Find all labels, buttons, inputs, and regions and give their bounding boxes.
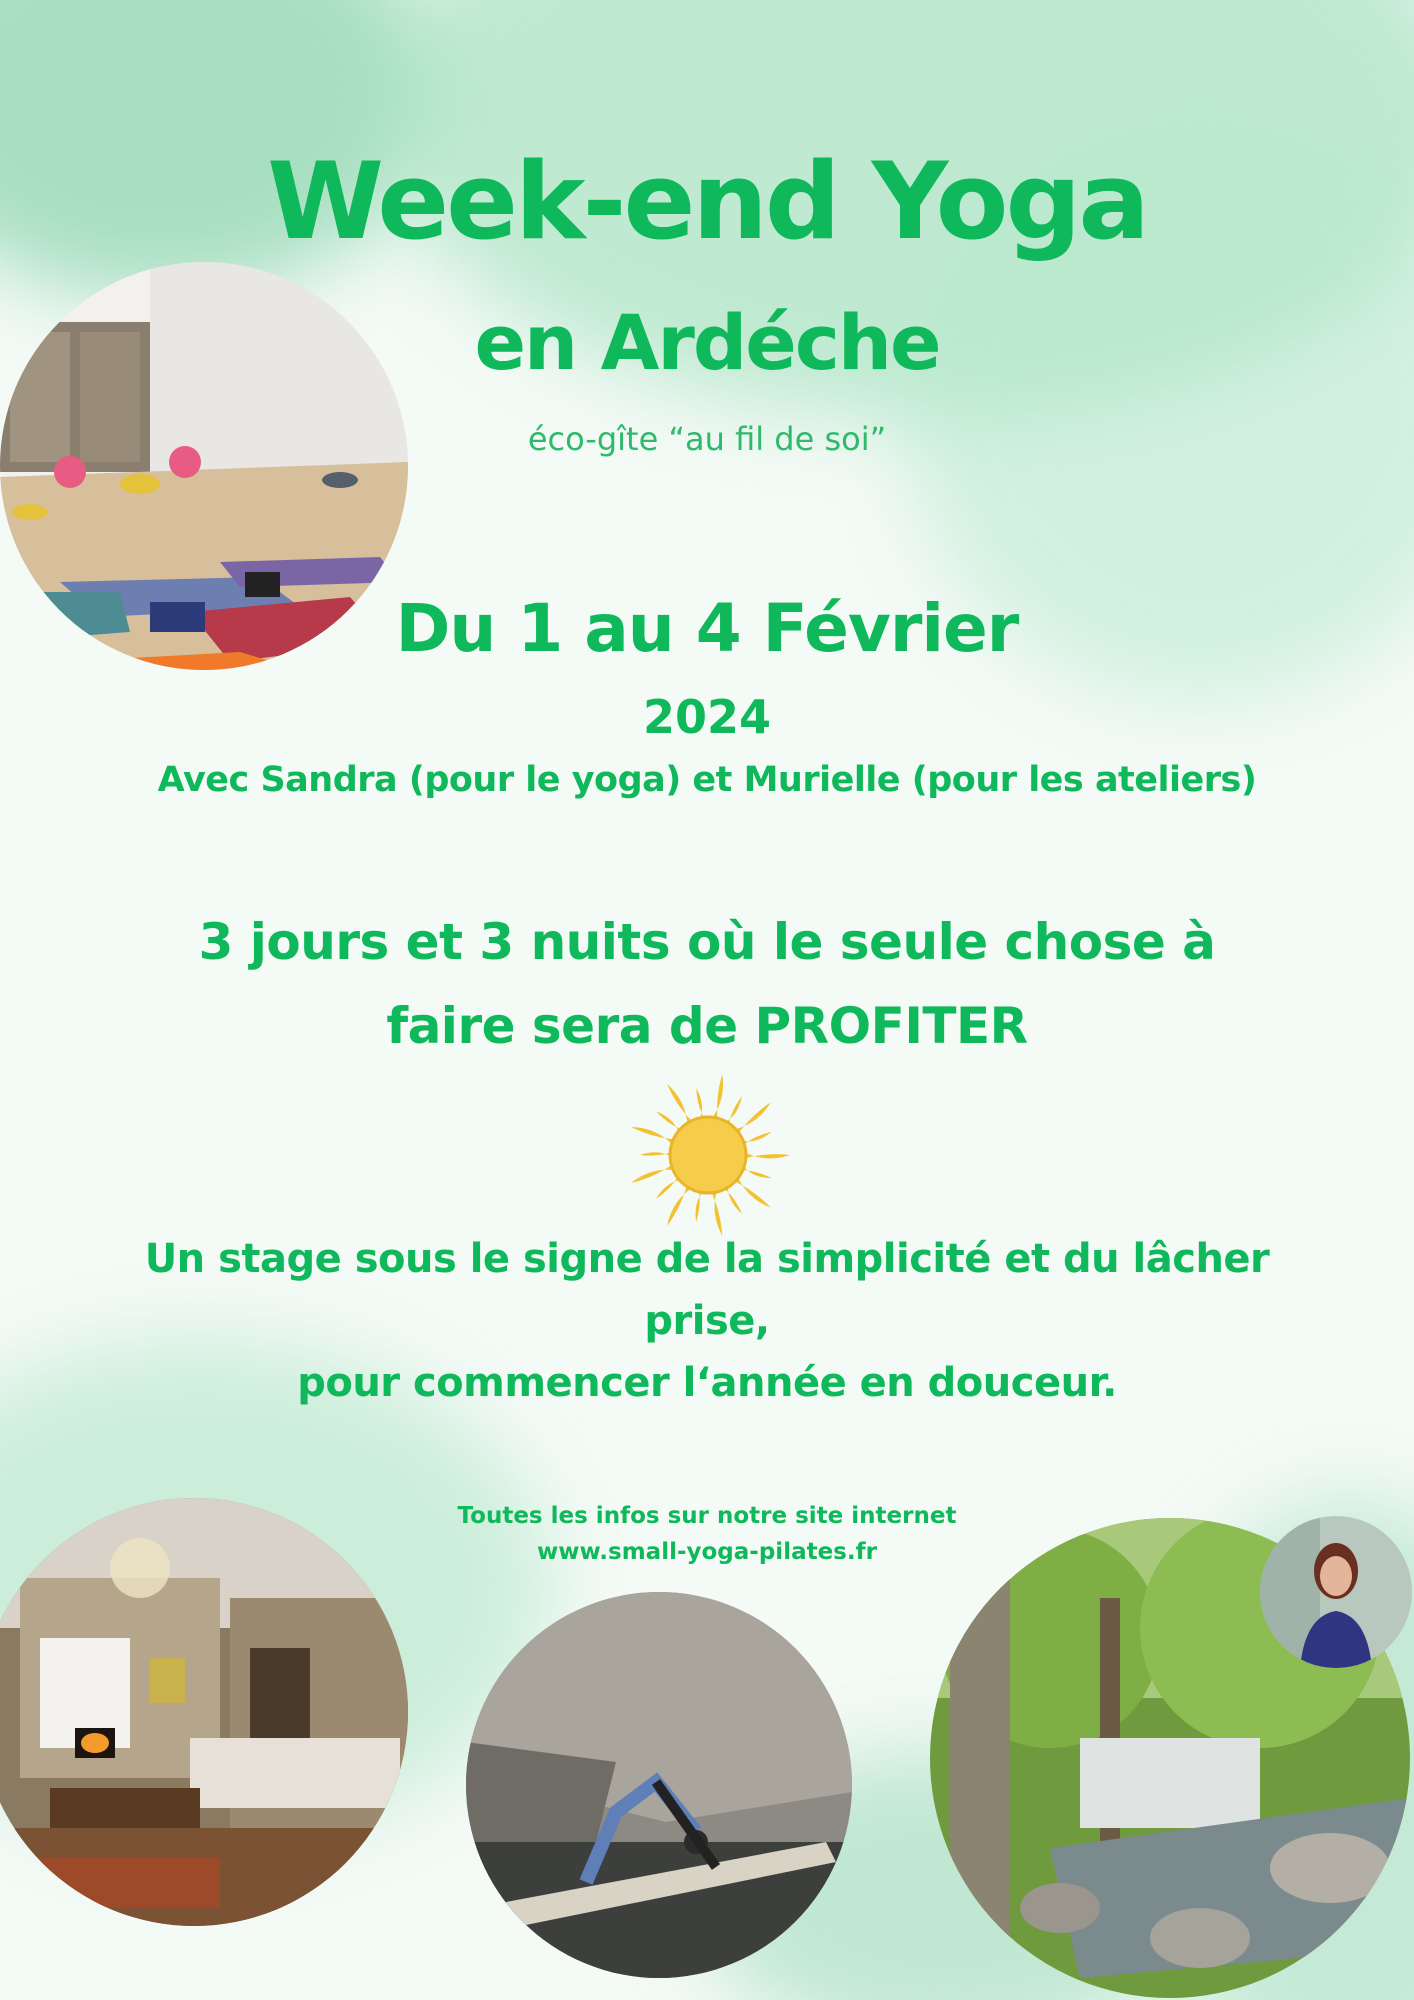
sun-disc: [670, 1117, 746, 1193]
profit-line-2: faire sera de PROFITER: [386, 997, 1028, 1055]
sun-ray: [710, 1074, 723, 1122]
event-title: Week-end Yoga: [267, 140, 1147, 263]
event-location: en Ardéche: [474, 298, 940, 387]
stage-line-1: Un stage sous le signe de la simplicité et du lâcher: [144, 1236, 1270, 1282]
sun-ray: [742, 1151, 790, 1159]
infos-line: Toutes les infos sur notre site internet: [457, 1503, 957, 1529]
website-link[interactable]: www.small-yoga-pilates.fr: [537, 1539, 877, 1565]
venue-name: éco-gîte “au fil de soi”: [527, 420, 887, 458]
stage-description: [0, 1228, 1414, 1414]
event-dates: Du 1 au 4 Février: [395, 590, 1019, 667]
outdoor-yoga-photo: [466, 1592, 852, 1978]
stage-line-2: prise,: [644, 1298, 770, 1344]
event-year: 2024: [642, 690, 772, 744]
stage-line-3: pour commencer l‘année en douceur.: [297, 1360, 1117, 1406]
host-portrait-photo: [1260, 1516, 1412, 1668]
hosts-line: Avec Sandra (pour le yoga) et Murielle (pour les ateliers): [157, 760, 1257, 800]
profit-text: [0, 900, 1414, 1068]
living-room-photo: [0, 1498, 408, 1926]
sun-icon: [618, 1065, 798, 1245]
profit-line-1: 3 jours et 3 nuits où le seule chose à: [198, 913, 1216, 971]
